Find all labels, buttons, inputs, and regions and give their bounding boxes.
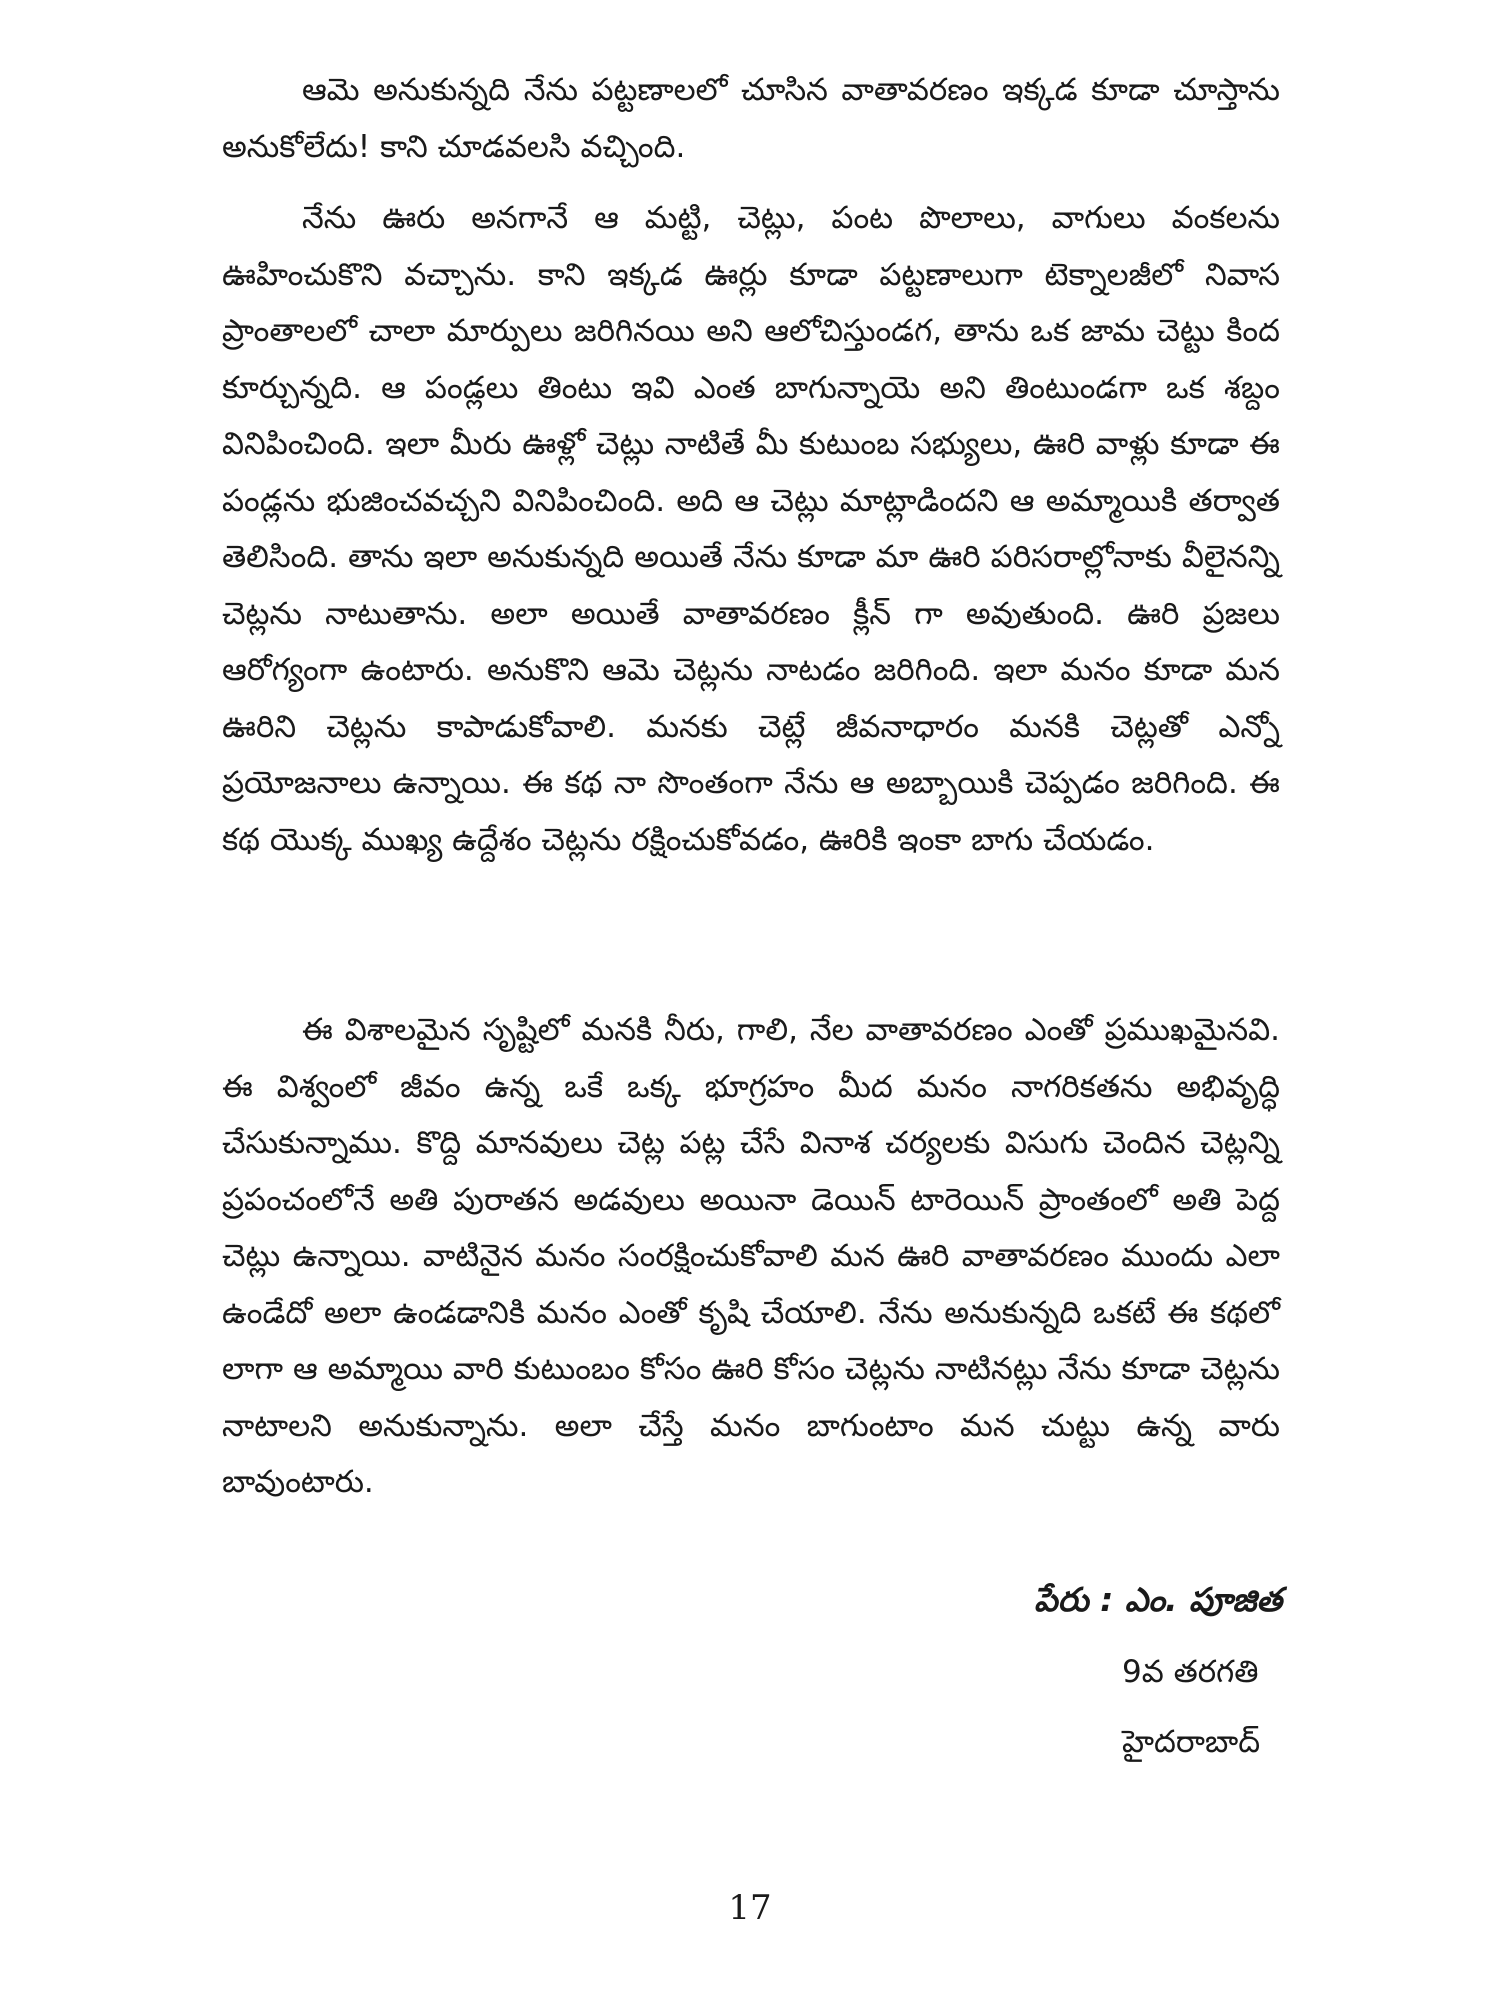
paragraph-1: ఆమె అనుకున్నది నేను పట్టణాలలో చూసిన వాతావరణం ఇక్కడ కూడా చూస్తాను అనుకోలేదు! కాని చూడవలసి వచ్చింది. — [222, 72, 1280, 165]
author-city: హైదరాబాద్ — [1122, 1724, 1261, 1760]
body-text-block — [222, 62, 1280, 175]
body-text-block — [222, 190, 1280, 868]
paragraph-3: ఈ విశాలమైన సృష్టిలో మనకి నీరు, గాలి, నేల వాతావరణం ఎంతో ప్రముఖమైనవి. ఈ విశ్వంలో జీవం ఉన్న ఒకే ఒక్క భూగ్రహం మీద మనం నాగరికతను అభివృద్ధి చేసుకున్నాము. కొద్ది మానవులు చెట్ల పట్ల చేసే వినాశ చర్యలకు విసుగు చెందిన చెట్లన్ని ప్రపంచంలోనే అతి పురాతన అడవులు అయినా డెయిన్ టారెయిన్ ప్రాంతంలో అతి పెద్ద చెట్లు ఉన్నాయి. వాటినైన మనం సంరక్షించుకోవాలి మన ఊరి వాతావరణం ముందు ఎలా ఉండేదో అలా ఉండడానికి మనం ఎంతో కృషి చేయాలి. నేను అనుకున్నది ఒకటే ఈ కథలో లాగా ఆ అమ్మాయి వారి కుటుంబం కోసం ఊరి కోసం చెట్లను నాటినట్లు నేను కూడా చెట్లను నాటాలని అనుకున్నాను. అలా చేస్తే మనం బాగుంటాం మన చుట్టు ఉన్న వారు బావుంటారు. — [222, 1012, 1280, 1500]
author-name: పేరు : ఎం. పూజిత — [1034, 1580, 1282, 1619]
author-class: 9వ తరగతి — [1122, 1654, 1259, 1690]
body-text-block — [222, 1002, 1280, 1511]
page-number: 17 — [728, 1888, 772, 1928]
paragraph-2: నేను ఊరు అనగానే ఆ మట్టి, చెట్లు, పంట పొలాలు, వాగులు వంకలను ఊహించుకొని వచ్చాను. కాని ఇక్కడ ఊర్లు కూడా పట్టణాలుగా టెక్నాలజీలో నివాస ప్రాంతాలలో చాలా మార్పులు జరిగినయి అని ఆలోచిస్తుండగ, తాను ఒక జామ చెట్టు కింద కూర్చున్నది. ఆ పండ్లలు తింటు ఇవి ఎంత బాగున్నాయె అని తింటుండగా ఒక శబ్దం వినిపించింది. ఇలా మీరు ఊళ్లో చెట్లు నాటితే మీ కుటుంబ సభ్యులు, ఊరి వాళ్లు కూడా ఈ పండ్లను భుజించవచ్చని వినిపించింది. అది ఆ చెట్లు మాట్లాడిందని ఆ అమ్మాయికి తర్వాత తెలిసింది. తాను ఇలా అనుకున్నది అయితే నేను కూడా మా ఊరి పరిసరాల్లోనాకు వీలైనన్ని చెట్లను నాటుతాను. అలా అయితే వాతావరణం క్లీన్ గా అవుతుంది. ఊరి ప్రజలు ఆరోగ్యంగా ఉంటారు. అనుకొని ఆమె చెట్లను నాటడం జరిగింది. ఇలా మనం కూడా మన ఊరిని చెట్లను కాపాడుకోవాలి. మనకు చెట్లే జీవనాధారం మనకి చెట్లతో ఎన్నో ప్రయోజనాలు ఉన్నాయి. ఈ కథ నా సొంతంగా నేను ఆ అబ్బాయికి చెప్పడం జరిగింది. ఈ కథ యొక్క ముఖ్య ఉద్దేశం చెట్లను రక్షించుకోవడం, ఊరికి ఇంకా బాగు చేయడం. — [222, 200, 1280, 858]
